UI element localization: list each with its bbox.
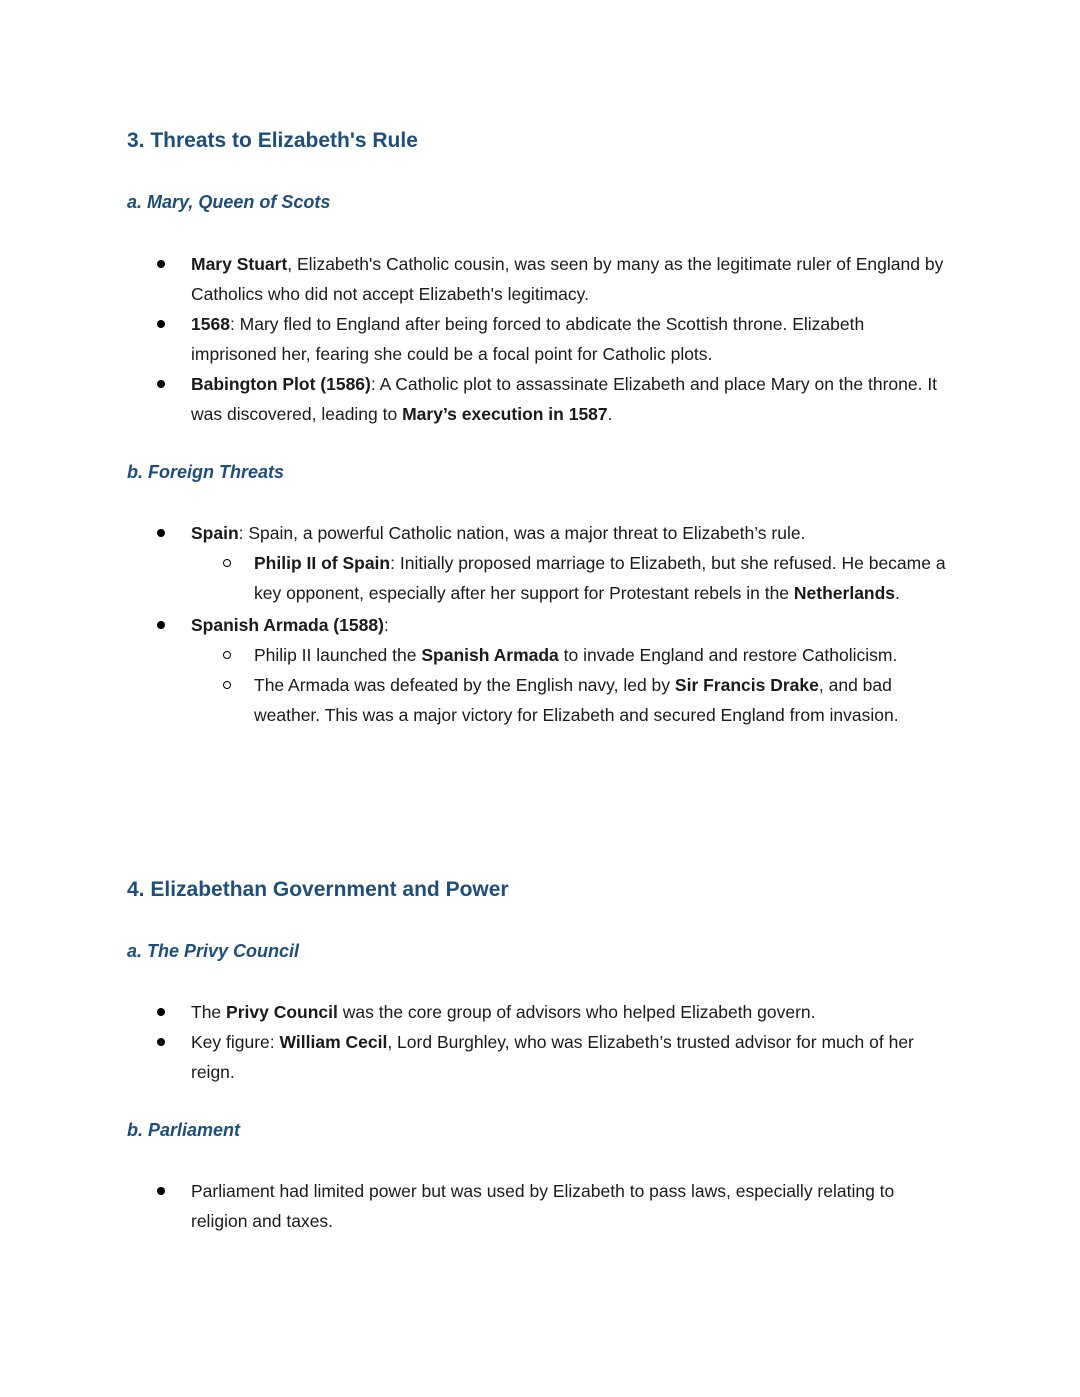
privy-list (0, 997, 951, 1087)
bullet-icon (157, 1008, 165, 1016)
bullet-icon (157, 1187, 165, 1195)
item-text: , Elizabeth's Catholic cousin, was seen by many as the legitimate ruler of England by Catholics who did not accept Elizabeth's legitimacy. (191, 254, 944, 304)
list-item (0, 309, 951, 369)
hollow-bullet-icon (223, 651, 231, 659)
bold-term: 1568 (191, 314, 230, 334)
foreign-threats-heading: b. Foreign Threats (127, 462, 285, 482)
bullet-icon (157, 1038, 165, 1046)
bold-term: Mary’s execution in 1587 (402, 404, 608, 424)
foreign-list (0, 518, 951, 730)
privy-council-heading: a. The Privy Council (127, 941, 300, 961)
sub-list-item (0, 548, 951, 608)
item-text: : (383, 615, 389, 635)
list-item (0, 369, 951, 429)
parliament-heading: b. Parliament (127, 1120, 241, 1140)
bold-term: Sir Francis Drake (674, 675, 819, 695)
item-text: was the core group of advisors who helped Elizabeth govern. (337, 1002, 816, 1022)
list-item (0, 1027, 951, 1087)
bold-term: Philip II of Spain (254, 553, 391, 573)
item-text: Philip II launched the (254, 645, 422, 665)
item-text: The (191, 1002, 227, 1022)
bold-term: Babington Plot (1586) (191, 374, 371, 394)
item-text: : Spain, a powerful Catholic nation, was a major threat to Elizabeth’s rule. (238, 523, 806, 543)
list-item (0, 518, 951, 548)
list-item (0, 1176, 951, 1236)
bold-term: William Cecil (279, 1032, 388, 1052)
section-4-title: 4. Elizabethan Government and Power (127, 878, 509, 901)
sub-list-item (0, 640, 951, 670)
hollow-bullet-icon (223, 559, 231, 567)
bullet-icon (157, 380, 165, 388)
item-text: : A Catholic plot to assassinate Elizabeth and place Mary on the throne. It was discovered, leading to (191, 374, 938, 424)
mary-list (0, 249, 951, 429)
item-text: . (895, 583, 900, 603)
sub-list-item (0, 670, 951, 730)
item-text: Key figure: (191, 1032, 280, 1052)
bullet-icon (157, 529, 165, 537)
bold-term: Spanish Armada (1588) (191, 615, 384, 635)
list-item (0, 997, 951, 1027)
item-text: to invade England and restore Catholicism. (558, 645, 898, 665)
list-item (0, 249, 951, 309)
hollow-bullet-icon (223, 681, 231, 689)
section-3-title: 3. Threats to Elizabeth's Rule (127, 129, 418, 152)
item-text: . (607, 404, 613, 424)
list-item (0, 610, 951, 640)
item-text: , and bad weather. This was a major victory for Elizabeth and secured England from invasion. (254, 675, 899, 725)
mary-queen-of-scots-heading: a. Mary, Queen of Scots (127, 192, 331, 212)
item-text: The Armada was defeated by the English navy, led by (254, 675, 675, 695)
bullet-icon (157, 621, 165, 629)
item-text: : Initially proposed marriage to Elizabeth, but she refused. He became a key opponent, especially after her support for Protestant rebels in the (254, 553, 946, 603)
bold-term: Netherlands (793, 583, 896, 603)
item-text: : Mary fled to England after being forced to abdicate the Scottish throne. Elizabeth imprisoned her, fearing she could be a focal point for Catholic plots. (191, 314, 865, 364)
item-text: , Lord Burghley, who was Elizabeth’s trusted advisor for much of her reign. (191, 1032, 914, 1082)
bold-term: Mary Stuart (191, 254, 288, 274)
bullet-icon (157, 320, 165, 328)
bold-term: Privy Council (226, 1002, 338, 1022)
bold-term: Spain (191, 523, 239, 543)
parliament-list (0, 1176, 951, 1236)
bold-term: Spanish Armada (421, 645, 559, 665)
item-text: Parliament had limited power but was used by Elizabeth to pass laws, especially relating to religion and taxes. (191, 1181, 895, 1231)
bullet-icon (157, 260, 165, 268)
